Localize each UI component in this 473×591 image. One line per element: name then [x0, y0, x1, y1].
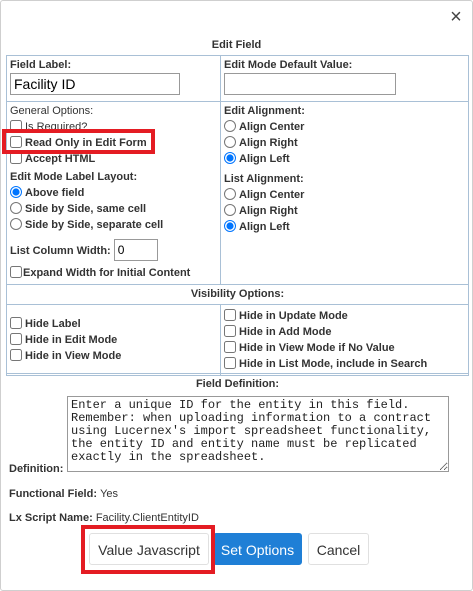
- hide-view-mode-label: Hide in View Mode: [25, 350, 122, 362]
- edit-align-left-option[interactable]: [224, 151, 465, 167]
- definition-label: Definition:: [9, 463, 64, 475]
- edit-align-right-label: Align Right: [239, 137, 298, 149]
- hide-label-checkbox[interactable]: [10, 317, 22, 329]
- set-options-button[interactable]: Set Options: [213, 533, 302, 565]
- edit-align-right-radio[interactable]: [224, 136, 236, 148]
- accept-html-checkbox[interactable]: [10, 152, 22, 164]
- is-required-option[interactable]: [10, 119, 217, 135]
- hide-add-mode-label: Hide in Add Mode: [239, 326, 332, 338]
- edit-align-left-radio[interactable]: [224, 152, 236, 164]
- edit-align-center-radio[interactable]: [224, 120, 236, 132]
- expand-width-label: Expand Width for Initial Content: [23, 267, 191, 279]
- hide-list-mode-label: Hide in List Mode, include in Search: [239, 358, 428, 370]
- accept-html-option[interactable]: [10, 151, 217, 167]
- hide-update-mode-checkbox[interactable]: [224, 309, 236, 321]
- hide-edit-mode-label: Hide in Edit Mode: [25, 334, 118, 346]
- hide-view-no-value-label: Hide in View Mode if No Value: [239, 342, 395, 354]
- is-required-label: Is Required?: [25, 121, 88, 133]
- definition-textarea[interactable]: [67, 396, 449, 472]
- layout-same-cell-label: Side by Side, same cell: [25, 203, 147, 215]
- edit-align-center-label: Align Center: [239, 121, 305, 133]
- hide-label-option[interactable]: [10, 316, 217, 332]
- list-align-center-label: Align Center: [239, 189, 305, 201]
- hide-edit-mode-checkbox[interactable]: [10, 333, 22, 345]
- field-label-caption: Field Label:: [10, 59, 72, 71]
- edit-mode-default-input[interactable]: [224, 73, 396, 95]
- list-align-right-radio[interactable]: [224, 204, 236, 216]
- visibility-heading: Visibility Options:: [7, 285, 469, 305]
- list-alignment-heading: List Alignment:: [224, 173, 304, 185]
- list-align-left-radio[interactable]: [224, 220, 236, 232]
- read-only-checkbox[interactable]: [10, 136, 22, 148]
- lx-script-row: [9, 512, 199, 524]
- edit-align-left-label: Align Left: [239, 153, 290, 165]
- edit-align-center-option[interactable]: [224, 119, 465, 135]
- hide-list-mode-option[interactable]: [224, 356, 465, 372]
- edit-mode-default-caption: Edit Mode Default Value:: [224, 59, 353, 71]
- layout-separate-cell-option[interactable]: [10, 217, 217, 233]
- field-definition-heading: Field Definition:: [6, 373, 469, 393]
- close-icon[interactable]: ×: [450, 6, 462, 28]
- hide-view-no-value-checkbox[interactable]: [224, 341, 236, 353]
- layout-separate-cell-label: Side by Side, separate cell: [25, 219, 164, 231]
- list-align-center-radio[interactable]: [224, 188, 236, 200]
- list-column-width-label: List Column Width:: [10, 245, 111, 257]
- list-column-width-input[interactable]: [114, 239, 158, 261]
- hide-update-mode-option[interactable]: [224, 308, 465, 324]
- hide-edit-mode-option[interactable]: [10, 332, 217, 348]
- label-layout-heading: Edit Mode Label Layout:: [10, 171, 138, 183]
- layout-above-radio[interactable]: [10, 186, 22, 198]
- layout-above-label: Above field: [25, 187, 85, 199]
- functional-field-label: Functional Field:: [9, 488, 97, 500]
- expand-width-option[interactable]: [10, 265, 217, 281]
- list-align-left-option[interactable]: [224, 219, 465, 235]
- general-options-heading: General Options:: [10, 105, 94, 117]
- lx-script-value: Facility.ClientEntityID: [95, 512, 199, 524]
- hide-list-mode-checkbox[interactable]: [224, 357, 236, 369]
- layout-same-cell-radio[interactable]: [10, 202, 22, 214]
- field-label-input[interactable]: [10, 73, 180, 95]
- expand-width-checkbox[interactable]: [10, 266, 22, 278]
- list-align-right-option[interactable]: [224, 203, 465, 219]
- layout-separate-cell-radio[interactable]: [10, 218, 22, 230]
- hide-add-mode-checkbox[interactable]: [224, 325, 236, 337]
- hide-label-label: Hide Label: [25, 318, 81, 330]
- field-options-table: [6, 55, 469, 376]
- read-only-option[interactable]: [10, 135, 217, 151]
- list-align-center-option[interactable]: [224, 187, 465, 203]
- value-javascript-button[interactable]: Value Javascript: [89, 533, 209, 565]
- edit-align-right-option[interactable]: [224, 135, 465, 151]
- layout-same-cell-option[interactable]: [10, 201, 217, 217]
- is-required-checkbox[interactable]: [10, 120, 22, 132]
- lx-script-label: Lx Script Name:: [9, 512, 93, 524]
- hide-update-mode-label: Hide in Update Mode: [239, 310, 348, 322]
- hide-add-mode-option[interactable]: [224, 324, 465, 340]
- hide-view-mode-checkbox[interactable]: [10, 349, 22, 361]
- list-align-left-label: Align Left: [239, 221, 290, 233]
- dialog-title: Edit Field: [211, 39, 262, 51]
- layout-above-option[interactable]: [10, 185, 217, 201]
- list-align-right-label: Align Right: [239, 205, 298, 217]
- cancel-button[interactable]: Cancel: [308, 533, 369, 565]
- read-only-label: Read Only in Edit Form: [25, 137, 147, 149]
- edit-alignment-heading: Edit Alignment:: [224, 105, 305, 117]
- functional-field-row: [9, 488, 118, 500]
- accept-html-label: Accept HTML: [25, 153, 96, 165]
- hide-view-no-value-option[interactable]: [224, 340, 465, 356]
- functional-field-value: Yes: [100, 488, 119, 500]
- hide-view-mode-option[interactable]: [10, 348, 217, 364]
